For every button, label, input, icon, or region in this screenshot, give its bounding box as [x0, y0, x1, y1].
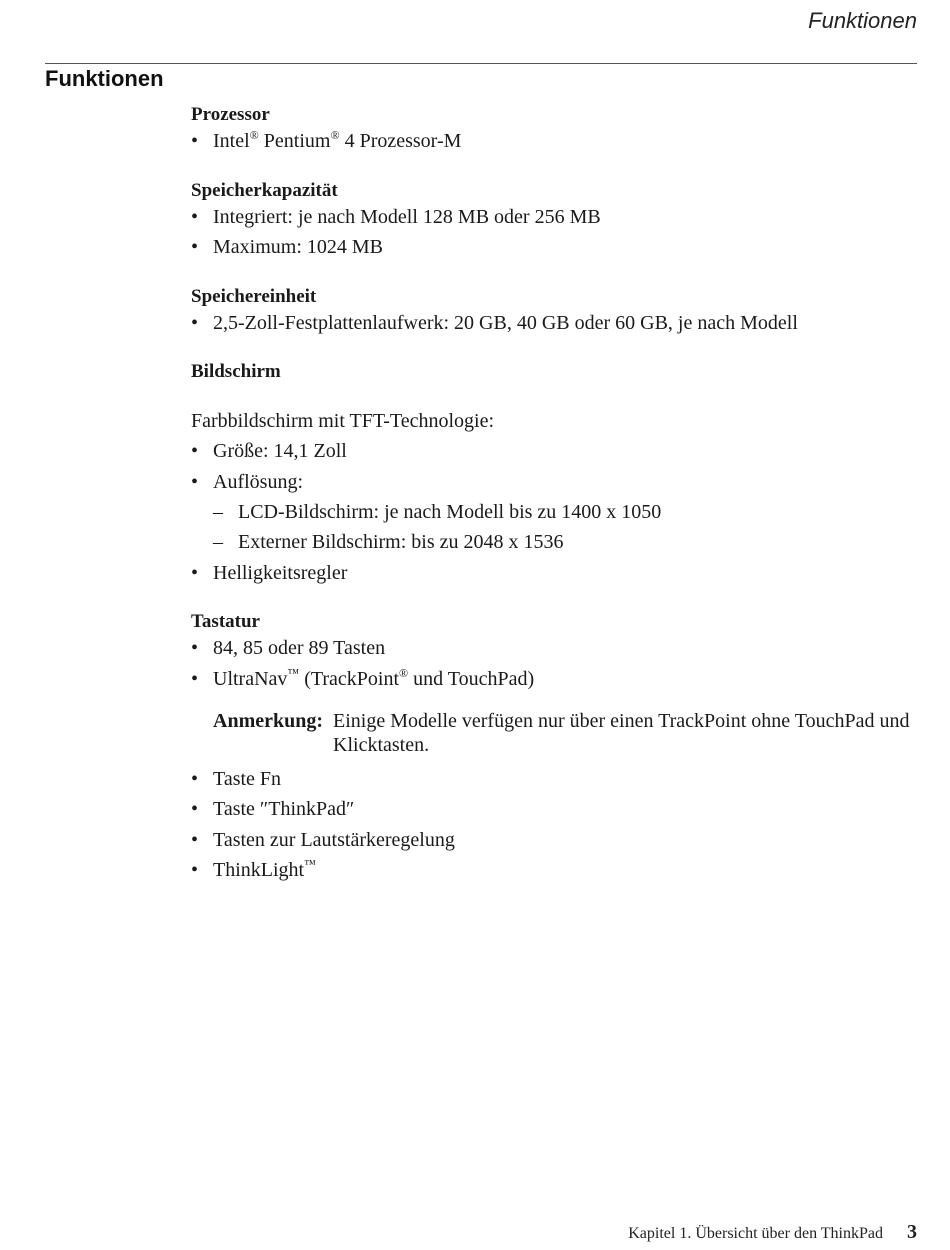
- keyboard-list-continued: [191, 766, 911, 884]
- note-label: Anmerkung:: [213, 709, 324, 732]
- list-item: • 2,5-Zoll-Festplattenlaufwerk: 20 GB, 40 GB oder 60 GB, je nach Modell: [191, 310, 911, 336]
- header-rule: [45, 63, 917, 64]
- chapter-title: Kapitel 1. Übersicht über den ThinkPad: [628, 1225, 883, 1242]
- list-item: • Tasten zur Lautstärkeregelung: [191, 827, 911, 853]
- processor-item: • Intel® Pentium® 4 Prozessor-M: [191, 128, 911, 154]
- storage-list: [191, 310, 911, 336]
- list-item: • ThinkLight™: [191, 857, 911, 883]
- display-heading: Bildschirm: [191, 361, 281, 382]
- feature-list: [191, 102, 911, 888]
- keyboard-list: [191, 635, 911, 692]
- list-item: • Helligkeitsregler: [191, 560, 911, 586]
- resolution-label: Auflösung:: [213, 470, 303, 493]
- list-item: • Größe: 14,1 Zoll: [191, 438, 911, 464]
- note-text: Einige Modelle verfügen nur über einen TrackPoint ohne TouchPad und Klicktasten.: [333, 709, 910, 756]
- trademark-mark: ™: [287, 665, 300, 680]
- trademark-mark: ™: [304, 857, 316, 871]
- list-item: • Taste Fn: [191, 766, 911, 792]
- page-footer: [628, 1221, 917, 1244]
- registered-mark: ®: [399, 665, 409, 680]
- list-item: – Externer Bildschirm: bis zu 2048 x 1536: [213, 529, 911, 555]
- section-title: Funktionen: [45, 66, 164, 91]
- processor-heading: Prozessor: [191, 104, 270, 125]
- display-list: [191, 438, 911, 586]
- page-number: 3: [907, 1221, 917, 1243]
- list-item: • 84, 85 oder 89 Tasten: [191, 635, 911, 661]
- list-item: [191, 469, 911, 556]
- processor-list: [191, 128, 911, 154]
- list-item: • Integriert: je nach Modell 128 MB oder 256 MB: [191, 204, 911, 230]
- list-item: – LCD-Bildschirm: je nach Modell bis zu 1400 x 1050: [213, 499, 911, 525]
- registered-mark: ®: [330, 128, 340, 142]
- display-intro: Farbbildschirm mit TFT-Technologie:: [191, 410, 495, 432]
- keyboard-heading: Tastatur: [191, 611, 260, 632]
- memory-heading: Speicherkapazität: [191, 179, 338, 201]
- note: [213, 709, 911, 757]
- list-item: • UltraNav™ (TrackPoint® und TouchPad): [191, 666, 911, 692]
- list-item: • Maximum: 1024 MB: [191, 234, 911, 260]
- running-head: Funktionen: [808, 8, 917, 33]
- memory-list: [191, 204, 911, 261]
- resolution-list: [213, 499, 911, 556]
- registered-mark: ®: [249, 128, 259, 142]
- storage-heading: Speichereinheit: [191, 285, 317, 307]
- list-item: • Taste ″ThinkPad″: [191, 796, 911, 822]
